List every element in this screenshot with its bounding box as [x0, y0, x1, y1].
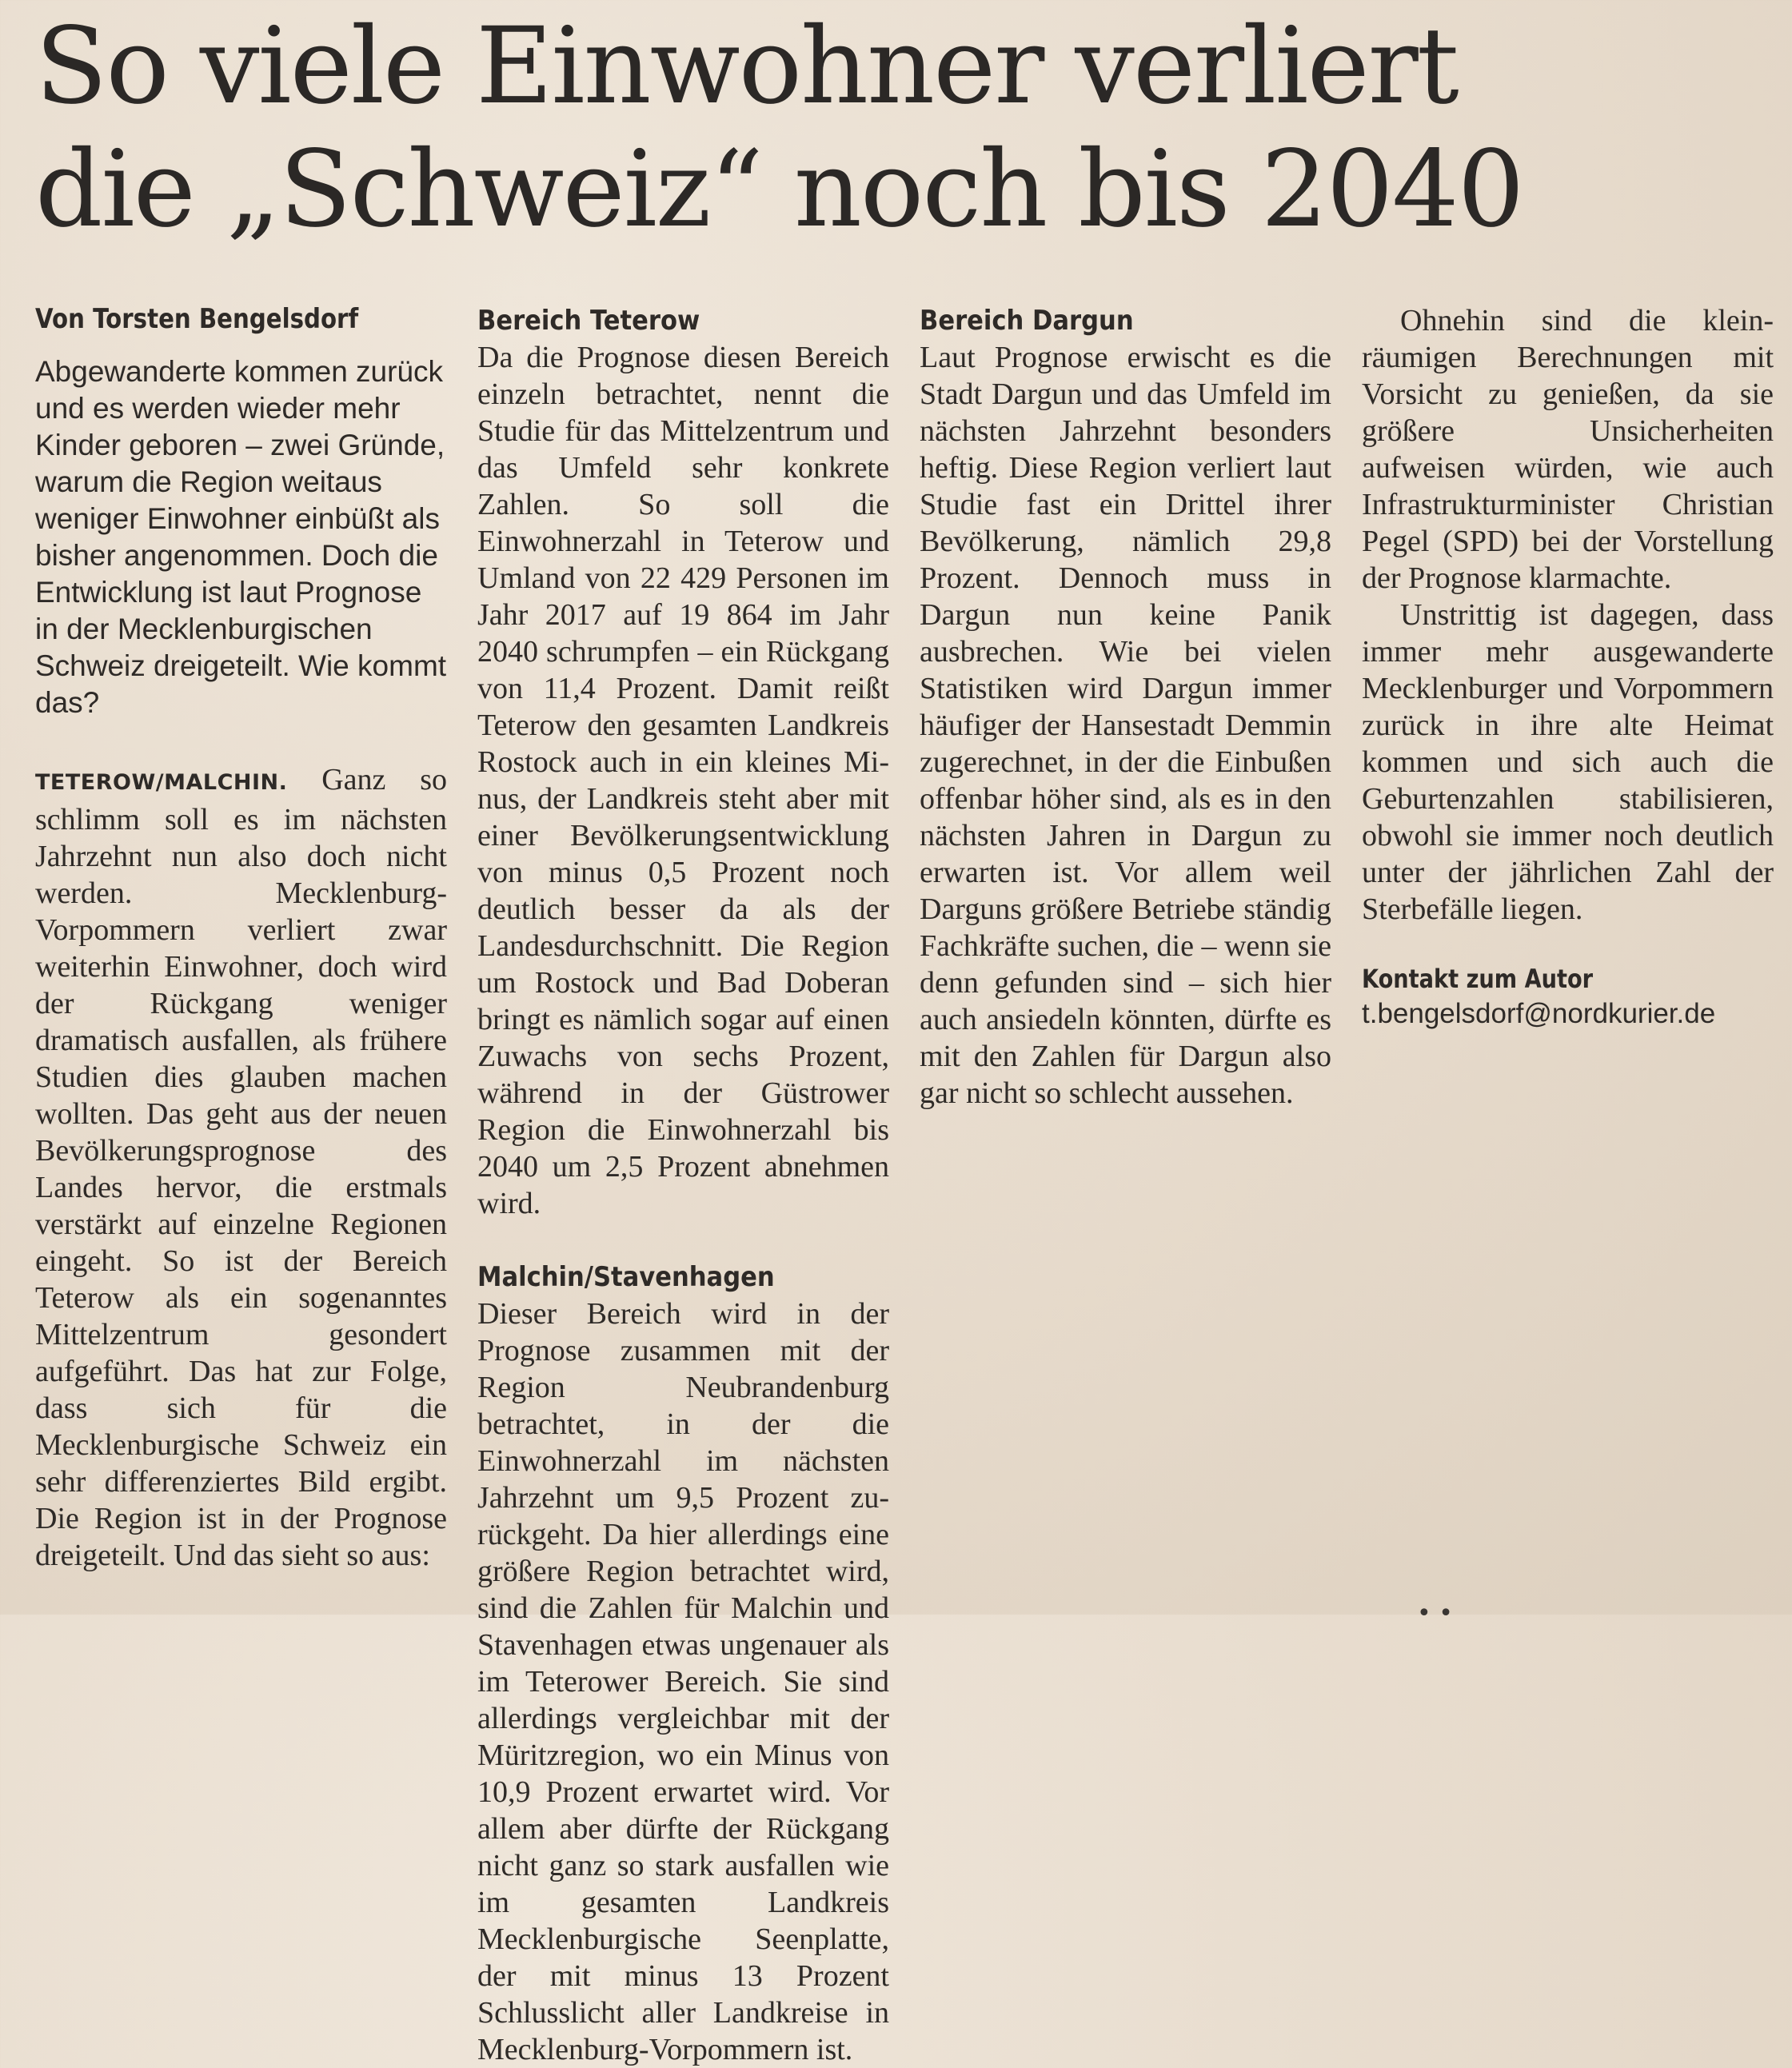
contact-email: t.bengelsdorf@nordkurier.de — [1362, 998, 1716, 1029]
subheading-dargun: Bereich Dargun — [920, 305, 1134, 337]
headline-line-2: die „Schweiz“ noch bis 2040 — [35, 128, 1523, 251]
body-paragraph-3: Dieser Bereich wird in der Prognose zusammen mit der Region Neubrandenburg betrachtet, in der die Einwohnerzahl im nächsten Jahrzehnt um 9,5 Prozent zurückgeht. Da hier allerdings eine größere Region betrachtet wird, sind die Zahlen für Malchin und Stavenhagen etwas ungenauer als im Teterower Bereich. Sie sind allerdings vergleichbar mit der Müritzregion, wo ein Minus von 10,9 Prozent erwartet wird. Vor allem aber dürfte der Rückgang nicht ganz so stark ausfallen wie im gesamten Landkreis Mecklenburgische Seenplatte, der mit minus 13 Prozent Schlusslicht aller Landkreise in Mecklenburg-Vorpommern ist. — [477, 1297, 889, 2066]
body-paragraph-2: Da die Prognose diesen Bereich einzeln betrachtet, nennt die Studie für das Mittelzentrum und das Umfeld sehr konkrete Zahlen. So soll die Einwohnerzahl in Teterow und Umland von 22 429 Personen im Jahr 2017 auf 19 864 im Jahr 2040 schrumpfen – ein Rückgang von 11,4 Prozent. Damit reißt Teterow den gesamten Landkreis Rostock auch in ein kleines Minus, der Landkreis steht aber mit einer Bevölkerungsentwicklung von minus 0,5 Prozent noch deutlich besser da als der Landesdurchschnitt. Die Region um Rostock und Bad Doberan bringt es nämlich sogar auf einen Zuwachs von sechs Prozent, während in der Güstrower Region die Einwohnerzahl bis 2040 um 2,5 Prozent abnehmen wird. — [477, 341, 889, 1220]
column-3 — [920, 302, 1331, 1112]
body-paragraph-5: Ohnehin sind die kleinräumigen Berechnungen mit Vorsicht zu genießen, da sie größere Unsicherheiten aufweisen würden, wie auch Infrastrukturminister Christian Pegel (SPD) bei der Vorstellung der Prognose klarmachte. — [1362, 304, 1774, 595]
subheading-teterow: Bereich Teterow — [477, 305, 700, 337]
column-1 — [35, 302, 447, 1574]
body-paragraph-4: Laut Prognose erwischt es die Stadt Dargun und das Umfeld im nächsten Jahrzehnt besonders heftig. Diese Region verliert laut Studie fast ein Drittel ihrer Bevölkerung, nämlich 29,8 Prozent. Dennoch muss in Dargun nun keine Panik ausbrechen. Wie bei vielen Statistiken wird Dargun immer häufiger der Hansestadt Demmin zugerechnet, in der die Einbußen offenbar höher sind, als es in den nächsten Jahren in Dargun zu erwarten ist. Vor allem weil Darguns größere Betriebe ständig Fachkräfte suchen, die – wenn sie denn gefunden sind – sich hier auch ansiedeln könnten, dürfte es mit den Zahlen für Dargun also gar nicht so schlecht aussehen. — [920, 341, 1331, 1110]
continuation-mark: • • — [1417, 1599, 1453, 1627]
headline-line-1: So viele Einwohner verliert — [35, 5, 1458, 128]
subheading-malchin-stavenhagen: Malchin/Stavenhagen — [477, 1261, 775, 1293]
headline — [35, 5, 1762, 251]
contact-label: Kontakt zum Autor — [1362, 964, 1594, 994]
dateline: TETEROW/MALCHIN. — [35, 770, 288, 795]
column-2 — [477, 302, 889, 2068]
body-paragraph-1-text: Ganz so schlimm soll es im nächsten Jahrzehnt nun also doch nicht werden. Mecklenburg-Vorpommern verliert zwar weiterhin Einwohner, doch wird der Rückgang weniger dramatisch ausfallen, als frühere Studien dies glauben machen wollten. Das geht aus der neuen Bevölkerungsprognose des Landes hervor, die erstmals verstärkt auf einzelne Regionen eingeht. So ist der Bereich Teterow als ein sogenanntes Mittelzentrum gesondert aufgeführt. Das hat zur Folge, dass sich für die Mecklenburgische Schweiz ein sehr differenziertes Bild ergibt. Die Region ist in der Prognose dreigeteilt. Und das sieht so aus: — [35, 763, 448, 1572]
byline: Von Torsten Bengelsdorf — [35, 303, 359, 335]
lead-paragraph: Abgewanderte kommen zurück und es werden wieder mehr Kinder geboren – zwei Gründe, warum die Region weitaus weniger Einwohner einbüßt als bisher angenommen. Doch die Entwicklung ist laut Prognose in der Mecklenburgischen Schweiz dreigeteilt. Wie kommt das? — [35, 355, 447, 719]
body-paragraph-1 — [35, 761, 447, 1574]
column-4 — [1362, 302, 1774, 1032]
body-paragraph-6: Unstrittig ist dagegen, dass immer mehr ausgewanderte Mecklenburger und Vorpommern zurück in ihre alte Heimat kommen und sich auch die Geburtenzahlen stabilisieren, obwohl sie immer noch deutlich unter der jährlichen Zahl der Sterbefälle liegen. — [1362, 598, 1774, 926]
